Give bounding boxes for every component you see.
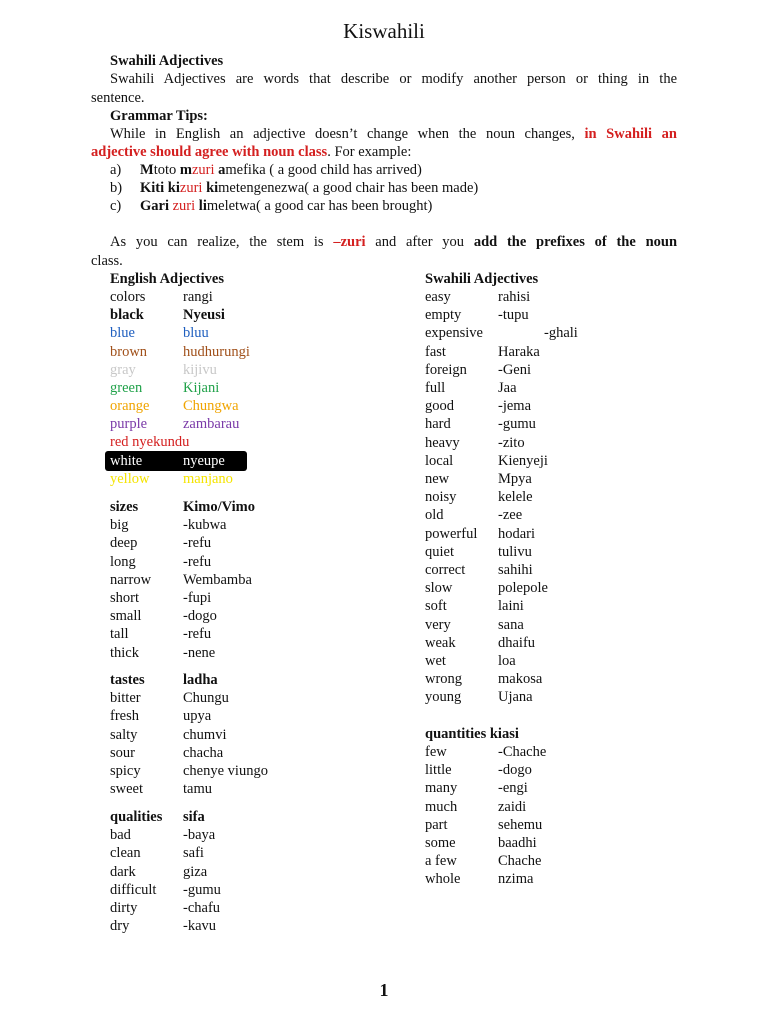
- list-item: -Chache: [498, 744, 547, 760]
- color-en: gray: [110, 361, 136, 378]
- color-red-row: red nyekundu: [110, 434, 190, 450]
- list-item: Wembamba: [183, 571, 252, 588]
- list-item: part: [425, 816, 448, 833]
- intro-line-2: sentence.: [91, 90, 145, 106]
- sizes-header: sizes: [110, 499, 139, 515]
- list-item: sahihi: [498, 562, 533, 578]
- list-item: slow: [425, 580, 453, 597]
- list-item: dhaifu: [498, 634, 536, 651]
- list-item: makosa: [498, 671, 543, 688]
- list-item: many: [425, 780, 458, 797]
- list-item: -ghali: [544, 325, 578, 342]
- color-en: yellow: [110, 471, 150, 487]
- list-item: bad: [110, 827, 131, 844]
- list-item: long: [110, 553, 136, 570]
- list-item: kelele: [498, 489, 533, 506]
- list-item: tall: [110, 626, 129, 643]
- color-en: orange: [110, 398, 150, 415]
- list-item: full: [425, 380, 446, 396]
- color-en: brown: [110, 343, 148, 360]
- list-item: Jaa: [498, 380, 517, 396]
- list-item: -refu: [183, 553, 212, 570]
- list-item: whole: [425, 871, 461, 888]
- list-item: -refu: [183, 535, 212, 552]
- sizes-header-sw: Kimo/Vimo: [183, 499, 255, 515]
- list-item: -kavu: [183, 918, 217, 935]
- grammar-line-2: [91, 143, 411, 161]
- list-item: correct: [425, 562, 466, 578]
- list-item: good: [425, 398, 454, 415]
- list-item: old: [425, 507, 444, 524]
- list-item: fresh: [110, 708, 139, 725]
- list-item: zaidi: [498, 798, 527, 815]
- list-item: easy: [425, 289, 451, 305]
- list-item: -Geni: [498, 361, 532, 378]
- example-text: Mtoto mzuri amefika ( a good child has arrived): [140, 162, 422, 178]
- list-item: young: [425, 689, 462, 706]
- qualities-header: qualities: [110, 809, 163, 825]
- list-item: big: [110, 517, 129, 534]
- example-letter: c): [110, 198, 122, 214]
- list-item: local: [425, 452, 454, 469]
- grammar-text-2: . For example:: [327, 144, 412, 160]
- grammar-red-2: adjective should agree with noun class: [91, 144, 328, 160]
- list-item: much: [425, 798, 458, 815]
- list-item: wet: [425, 653, 446, 669]
- list-item: bitter: [110, 690, 141, 707]
- list-item: wrong: [425, 671, 463, 688]
- intro-line-1: [91, 70, 677, 88]
- color-sw: nyeupe: [183, 453, 225, 469]
- list-item: powerful: [425, 525, 478, 542]
- grammar-line-1: [91, 125, 677, 143]
- list-item: -gumu: [498, 416, 536, 433]
- list-item: -zee: [498, 507, 523, 524]
- example-text: Kiti kizuri kimetengenezwa( a good chair has been made): [140, 180, 479, 196]
- list-item: -zito: [498, 434, 525, 451]
- list-item: heavy: [425, 434, 460, 451]
- list-item: soft: [425, 598, 447, 615]
- list-item: deep: [110, 535, 138, 552]
- list-item: -fupi: [183, 590, 212, 606]
- stem-line-2: class.: [91, 253, 123, 269]
- tastes-header: tastes: [110, 672, 145, 688]
- color-sw: Chungwa: [183, 398, 239, 415]
- color-en: black: [110, 307, 144, 324]
- list-item: tulivu: [498, 543, 532, 560]
- list-item: spicy: [110, 763, 141, 779]
- list-item: some: [425, 835, 456, 851]
- list-item: chacha: [183, 744, 224, 761]
- color-en: colors: [110, 289, 146, 305]
- list-item: -chafu: [183, 900, 221, 916]
- list-item: -tupu: [498, 307, 529, 324]
- color-sw: kijivu: [183, 361, 217, 378]
- quantities-header: quantities kiasi: [425, 726, 519, 742]
- list-item: Chungu: [183, 690, 229, 707]
- swahili-adjectives-header: Swahili Adjectives: [425, 271, 539, 287]
- list-item: Mpya: [498, 471, 532, 487]
- grammar-heading: Grammar Tips:: [110, 108, 208, 124]
- list-item: -dogo: [183, 608, 217, 625]
- list-item: few: [425, 744, 447, 760]
- english-adjectives-header: English Adjectives: [110, 271, 224, 287]
- list-item: sweet: [110, 781, 144, 798]
- list-item: salty: [110, 726, 138, 743]
- stem-line-1: As you can realize, the stem is –zuri and after you add the prefixes of the noun: [110, 234, 678, 250]
- color-sw: Kijani: [183, 380, 220, 396]
- color-sw: rangi: [183, 289, 213, 305]
- list-item: chenye viungo: [183, 763, 268, 779]
- intro-heading: Swahili Adjectives: [110, 53, 224, 69]
- color-en: white: [110, 453, 143, 469]
- list-item: small: [110, 608, 142, 625]
- list-item: upya: [183, 708, 212, 725]
- color-en: green: [110, 380, 143, 396]
- list-item: sana: [498, 616, 524, 633]
- list-item: laini: [498, 598, 524, 615]
- list-item: empty: [425, 307, 462, 324]
- list-item: clean: [110, 845, 141, 862]
- color-en: blue: [110, 325, 135, 342]
- list-item: hard: [425, 416, 451, 433]
- list-item: thick: [110, 644, 139, 661]
- list-item: foreign: [425, 361, 467, 378]
- list-item: tamu: [183, 781, 212, 798]
- list-item: quiet: [425, 543, 454, 560]
- list-item: -dogo: [498, 762, 532, 779]
- list-item: short: [110, 590, 139, 606]
- list-item: -jema: [498, 398, 532, 415]
- list-item: little: [425, 762, 452, 779]
- list-item: chumvi: [183, 726, 227, 743]
- grammar-text-1: While in English an adjective doesn’t change when the noun changes,: [110, 126, 575, 142]
- color-sw: Nyeusi: [183, 307, 225, 324]
- list-item: -gumu: [183, 881, 221, 898]
- list-item: Haraka: [498, 343, 540, 360]
- color-sw: hudhurungi: [183, 343, 250, 360]
- list-item: rahisi: [498, 289, 531, 305]
- list-item: -engi: [498, 780, 528, 797]
- list-item: -refu: [183, 626, 212, 643]
- color-sw: manjano: [183, 471, 233, 487]
- list-item: very: [425, 616, 451, 633]
- qualities-header-sw: sifa: [183, 809, 205, 825]
- list-item: a few: [425, 853, 457, 870]
- list-item: Chache: [498, 853, 542, 870]
- list-item: narrow: [110, 571, 152, 588]
- grammar-red-1: in Swahili an: [584, 126, 677, 142]
- list-item: Kienyeji: [498, 452, 548, 469]
- color-sw: bluu: [183, 325, 209, 342]
- list-item: noisy: [425, 489, 457, 506]
- list-item: nzima: [498, 871, 534, 888]
- example-text: Gari zuri limeletwa( a good car has been brought): [140, 198, 433, 214]
- tastes-header-sw: ladha: [183, 672, 218, 688]
- list-item: dirty: [110, 900, 138, 916]
- example-letter: a): [110, 162, 122, 178]
- list-item: -baya: [183, 827, 216, 844]
- list-item: expensive: [425, 325, 483, 342]
- list-item: dry: [110, 918, 130, 935]
- list-item: -nene: [183, 644, 216, 661]
- example-letter: b): [110, 180, 123, 196]
- page-number: 1: [379, 980, 389, 1000]
- list-item: baadhi: [498, 835, 537, 851]
- list-item: polepole: [498, 580, 548, 597]
- list-item: fast: [425, 343, 446, 360]
- list-item: Ujana: [498, 689, 533, 706]
- list-item: new: [425, 471, 450, 487]
- list-item: sour: [110, 744, 135, 761]
- list-item: sehemu: [498, 816, 543, 833]
- list-item: safi: [183, 845, 204, 862]
- list-item: weak: [425, 634, 456, 651]
- list-item: hodari: [498, 525, 536, 542]
- list-item: giza: [183, 863, 208, 880]
- intro-text-1: Swahili Adjectives are words that describe or modify another person or thing in the: [110, 71, 677, 87]
- color-en: purple: [110, 416, 148, 433]
- list-item: difficult: [110, 881, 157, 898]
- list-item: dark: [110, 863, 136, 880]
- page-title: Kiswahili: [343, 19, 425, 43]
- list-item: loa: [498, 653, 516, 669]
- list-item: -kubwa: [183, 517, 227, 534]
- color-sw: zambarau: [183, 416, 240, 433]
